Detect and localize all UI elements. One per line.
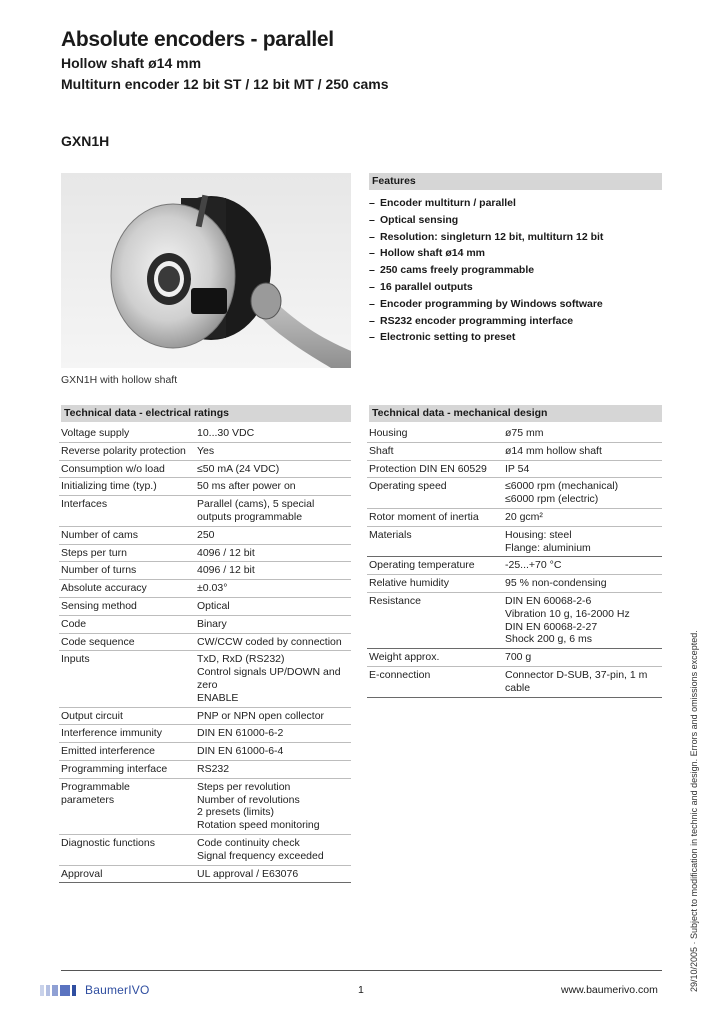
features-list	[369, 196, 603, 347]
feature-item	[369, 196, 603, 213]
spec-value: RS232	[197, 762, 230, 775]
electrical-heading: Technical data - electrical ratings	[61, 405, 351, 422]
spec-row	[59, 760, 351, 778]
feature-text: Resolution: singleturn 12 bit, multiturn 12 bit	[380, 230, 604, 243]
spec-row	[367, 649, 662, 667]
spec-label: Relative humidity	[369, 577, 449, 590]
spec-value: IP 54	[505, 462, 530, 475]
spec-row	[59, 478, 351, 496]
spec-row	[367, 425, 662, 442]
bullet-dash-icon: –	[369, 213, 375, 226]
spec-row	[367, 557, 662, 575]
spec-row	[367, 460, 662, 478]
spec-row	[367, 478, 662, 509]
spec-value: Optical	[197, 599, 230, 612]
spec-value: Connector D-SUB, 37-pin, 1 m cable	[505, 668, 648, 694]
spec-label: Sensing method	[61, 599, 137, 612]
spec-value: ±0.03°	[197, 582, 228, 595]
spec-row	[59, 707, 351, 725]
subtitle-shaft: Hollow shaft ø14 mm	[61, 55, 202, 71]
spec-label: Output circuit	[61, 709, 123, 722]
spec-label: Programming interface	[61, 762, 168, 775]
spec-row	[59, 865, 351, 883]
logo-bars-icon	[40, 985, 76, 996]
spec-label: Absolute accuracy	[61, 582, 147, 595]
spec-row	[59, 526, 351, 544]
spec-value: PNP or NPN open collector	[197, 709, 325, 722]
page-number: 1	[358, 984, 364, 996]
feature-item	[369, 280, 603, 297]
spec-label: Protection DIN EN 60529	[369, 462, 487, 475]
feature-item	[369, 314, 603, 331]
spec-label: E-connection	[369, 668, 431, 681]
feature-text: Encoder multiturn / parallel	[380, 197, 516, 209]
brand-logo	[40, 983, 150, 997]
spec-row	[59, 651, 351, 707]
spec-label: Resistance	[369, 594, 421, 607]
spec-row	[59, 460, 351, 478]
spec-row	[59, 597, 351, 615]
feature-text: 250 cams freely programmable	[380, 264, 535, 277]
mechanical-heading: Technical data - mechanical design	[369, 405, 662, 422]
spec-label: Rotor moment of inertia	[369, 510, 479, 523]
spec-label: Code sequence	[61, 635, 135, 648]
spec-value: 20 gcm²	[505, 510, 543, 523]
spec-value: CW/CCW coded by connection	[197, 635, 342, 648]
spec-label: Programmable parameters	[61, 780, 130, 806]
spec-label: Shaft	[369, 444, 394, 457]
spec-value: TxD, RxD (RS232) Control signals UP/DOWN and zero ENABLE	[197, 653, 341, 704]
spec-row	[59, 633, 351, 651]
spec-label: Materials	[369, 528, 412, 541]
feature-text: Encoder programming by Windows software	[380, 297, 603, 310]
spec-label: Operating temperature	[369, 559, 475, 572]
spec-label: Voltage supply	[61, 427, 130, 439]
bullet-dash-icon: –	[369, 331, 375, 344]
spec-row	[367, 575, 662, 593]
spec-row	[59, 496, 351, 527]
bullet-dash-icon: –	[369, 197, 375, 209]
feature-text: Electronic setting to preset	[380, 331, 516, 344]
electrical-table	[59, 425, 351, 883]
bullet-dash-icon: –	[369, 280, 375, 293]
spec-label: Operating speed	[369, 480, 447, 493]
footer-divider	[61, 970, 662, 971]
spec-row	[367, 442, 662, 460]
spec-row	[59, 834, 351, 865]
spec-value: ø75 mm	[505, 427, 544, 439]
bullet-dash-icon: –	[369, 264, 375, 277]
spec-row	[59, 615, 351, 633]
bullet-dash-icon: –	[369, 314, 375, 327]
feature-item	[369, 330, 603, 347]
spec-row	[59, 743, 351, 761]
model-number: GXN1H	[61, 133, 110, 149]
features-heading: Features	[369, 173, 662, 190]
feature-item	[369, 246, 603, 263]
spec-value: 700 g	[505, 651, 532, 664]
spec-label: Diagnostic functions	[61, 836, 155, 849]
feature-text: Optical sensing	[380, 213, 459, 226]
spec-value: Parallel (cams), 5 special outputs programmable	[197, 498, 315, 523]
spec-value: -25...+70 °C	[505, 559, 562, 572]
spec-label: Housing	[369, 427, 408, 439]
bullet-dash-icon: –	[369, 247, 375, 260]
spec-value: 50 ms after power on	[197, 480, 296, 493]
spec-value: Housing: steel Flange: aluminium	[505, 528, 591, 554]
spec-value: Yes	[197, 444, 215, 457]
spec-row	[59, 425, 351, 442]
page-title: Absolute encoders - parallel	[61, 28, 334, 51]
spec-value: 4096 / 12 bit	[197, 564, 255, 577]
feature-text: Hollow shaft ø14 mm	[380, 247, 486, 260]
brand-name: BaumerIVO	[85, 983, 150, 997]
spec-label: Approval	[61, 867, 103, 880]
spec-value: DIN EN 61000-6-2	[197, 727, 284, 740]
spec-value: ≤50 mA (24 VDC)	[197, 462, 280, 475]
spec-value: ø14 mm hollow shaft	[505, 444, 602, 457]
spec-value: Steps per revolution Number of revolutions 2 presets (limits) Rotation speed monitoring	[197, 780, 320, 832]
spec-value: Binary	[197, 617, 227, 630]
spec-value: Code continuity check Signal frequency exceeded	[197, 836, 324, 862]
spec-label: Interfaces	[61, 498, 108, 511]
spec-row	[59, 778, 351, 834]
encoder-illustration	[61, 173, 351, 368]
spec-row	[367, 592, 662, 648]
feature-text: RS232 encoder programming interface	[380, 314, 574, 327]
spec-label: Reverse polarity protection	[61, 444, 186, 457]
website-link[interactable]: www.baumerivo.com	[561, 984, 658, 996]
subtitle-encoder: Multiturn encoder 12 bit ST / 12 bit MT / 250 cams	[61, 76, 389, 92]
spec-label: Consumption w/o load	[61, 462, 165, 475]
photo-caption: GXN1H with hollow shaft	[61, 374, 178, 386]
spec-value: 4096 / 12 bit	[197, 546, 255, 559]
bullet-dash-icon: –	[369, 230, 375, 243]
spec-label: Weight approx.	[369, 651, 440, 664]
feature-item	[369, 263, 603, 280]
feature-item	[369, 230, 603, 247]
spec-value: UL approval / E63076	[197, 867, 299, 880]
product-photo	[61, 173, 351, 368]
spec-row	[367, 508, 662, 526]
spec-row	[367, 526, 662, 557]
spec-row	[59, 580, 351, 598]
spec-row	[59, 725, 351, 743]
spec-label: Inputs	[61, 653, 90, 666]
spec-value: DIN EN 61000-6-4	[197, 745, 284, 758]
feature-item	[369, 297, 603, 314]
spec-label: Initializing time (typ.)	[61, 480, 157, 493]
spec-label: Number of cams	[61, 528, 139, 541]
spec-row	[59, 562, 351, 580]
spec-row	[59, 544, 351, 562]
spec-value: 95 % non-condensing	[505, 577, 607, 590]
spec-label: Number of turns	[61, 564, 137, 577]
spec-value: DIN EN 60068-2-6 Vibration 10 g, 16-2000 Hz DIN EN 60068-2-27 Shock 200 g, 6 ms	[505, 594, 630, 646]
spec-row	[367, 666, 662, 697]
spec-label: Steps per turn	[61, 546, 127, 559]
spec-value: 10...30 VDC	[197, 427, 255, 439]
spec-label: Code	[61, 617, 87, 630]
feature-item	[369, 213, 603, 230]
feature-text: 16 parallel outputs	[380, 280, 473, 293]
spec-label: Interference immunity	[61, 727, 162, 740]
spec-row	[59, 442, 351, 460]
spec-value: 250	[197, 528, 215, 541]
spec-value: ≤6000 rpm (mechanical) ≤6000 rpm (electric)	[505, 480, 619, 506]
side-note: 29/10/2005 · Subject to modification in technic and design. Errors and omissions excepted.	[689, 630, 699, 992]
bullet-dash-icon: –	[369, 297, 375, 310]
mechanical-table	[367, 425, 662, 698]
spec-label: Emitted interference	[61, 745, 155, 758]
